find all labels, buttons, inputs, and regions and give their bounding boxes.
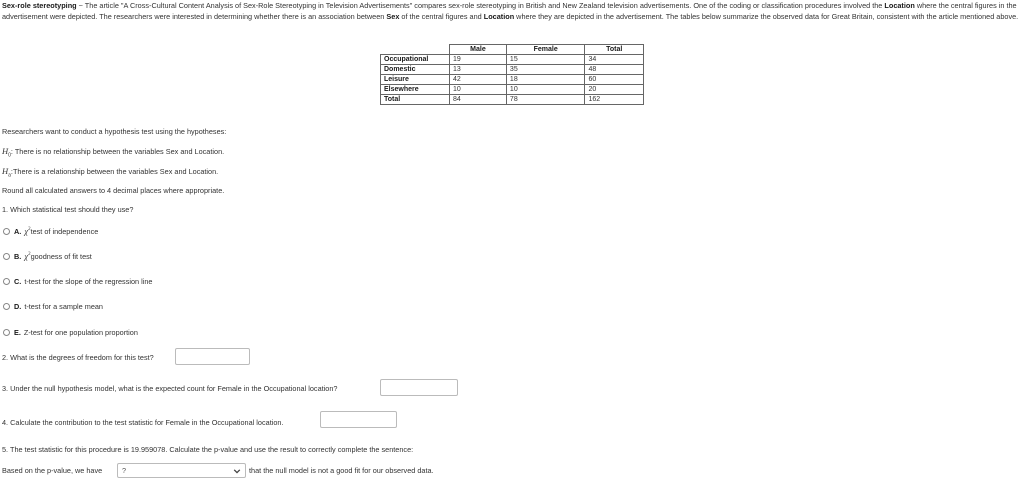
column-header: Female	[506, 45, 585, 55]
row-header: Elsewhere	[381, 85, 450, 95]
hypotheses-intro: Researchers want to conduct a hypothesis test using the hypotheses:	[2, 127, 227, 136]
table-header-row	[381, 45, 644, 55]
option-d[interactable]: D. t-test for a sample mean	[3, 302, 103, 311]
row-header: Domestic	[381, 65, 450, 75]
problem-title: Sex-role stereotyping	[2, 1, 77, 10]
table-cell: 60	[585, 75, 644, 85]
observed-data-table	[380, 44, 644, 105]
question-1-prompt: 1. Which statistical test should they use?	[2, 205, 134, 214]
question-2-prompt: 2. What is the degrees of freedom for this test?	[2, 353, 154, 362]
table-cell: 19	[450, 55, 507, 65]
option-e[interactable]: E. Z-test for one population proportion	[3, 328, 138, 337]
table-cell: 48	[585, 65, 644, 75]
p-value-conclusion-select[interactable]	[117, 463, 246, 478]
radio-button[interactable]	[3, 329, 10, 336]
radio-button[interactable]	[3, 303, 10, 310]
question-5-prompt: 5. The test statistic for this procedure is 19.959078. Calculate the p-value and use the result to correctly complete the sentence:	[2, 445, 414, 454]
table-cell: 42	[450, 75, 507, 85]
table-cell: 20	[585, 85, 644, 95]
row-header: Occupational	[381, 55, 450, 65]
table-cell: 162	[585, 95, 644, 105]
table-row	[381, 75, 644, 85]
degrees-of-freedom-input[interactable]	[175, 348, 250, 365]
problem-intro: Sex-role stereotyping ~ The article "A Cross-Cultural Content Analysis of Sex-Role Stereotyping in Television Advertisements" compares sex-role stereotyping in British and New Zealand television advertisements. One of the coding or classification procedures involved the Location where the central figures in the advertisement were depicted. The researchers were interested in determining whether there is an association between Sex of the central figures and Location where they are depicted in the advertisement. The tables below summarize the observed data for Great Britain, consistent with the article mentioned above.	[2, 1, 1019, 21]
row-header: Leisure	[381, 75, 450, 85]
table-row	[381, 65, 644, 75]
sentence-end: that the null model is not a good fit for our observed data.	[249, 466, 434, 475]
expected-count-input[interactable]	[380, 379, 458, 396]
table-cell: 35	[506, 65, 585, 75]
select-value: ?	[122, 466, 127, 475]
table-cell: 78	[506, 95, 585, 105]
radio-button[interactable]	[3, 228, 10, 235]
table-cell: 10	[506, 85, 585, 95]
option-c[interactable]: C. t-test for the slope of the regression line	[3, 277, 152, 286]
question-4-prompt: 4. Calculate the contribution to the test statistic for Female in the Occupational location.	[2, 418, 284, 427]
option-a[interactable]: A. $\chi^2$ test of independence	[3, 226, 98, 236]
table-cell: 13	[450, 65, 507, 75]
radio-button[interactable]	[3, 253, 10, 260]
table-cell: 10	[450, 85, 507, 95]
radio-button[interactable]	[3, 278, 10, 285]
table-cell: 34	[585, 55, 644, 65]
sentence-start: Based on the p-value, we have	[2, 466, 103, 475]
chevron-down-icon	[233, 467, 241, 475]
contribution-input[interactable]	[320, 411, 397, 428]
table-row	[381, 55, 644, 65]
table-row	[381, 85, 644, 95]
column-header: Total	[585, 45, 644, 55]
table-cell: 15	[506, 55, 585, 65]
column-header: Male	[450, 45, 507, 55]
table-row	[381, 95, 644, 105]
null-hypothesis: $H_0$: There is no relationship between the variables Sex and Location.	[2, 146, 225, 159]
table-cell: 18	[506, 75, 585, 85]
table-cell: 84	[450, 95, 507, 105]
question-3-prompt: 3. Under the null hypothesis model, what is the expected count for Female in the Occupational location?	[2, 384, 338, 393]
option-b[interactable]: B. $\chi^2$ goodness of fit test	[3, 251, 92, 261]
rounding-instruction: Round all calculated answers to 4 decimal places where appropriate.	[2, 186, 225, 195]
alternative-hypothesis: $H_a:There$ is a relationship between the variables Sex and Location.	[2, 166, 219, 179]
row-header: Total	[381, 95, 450, 105]
